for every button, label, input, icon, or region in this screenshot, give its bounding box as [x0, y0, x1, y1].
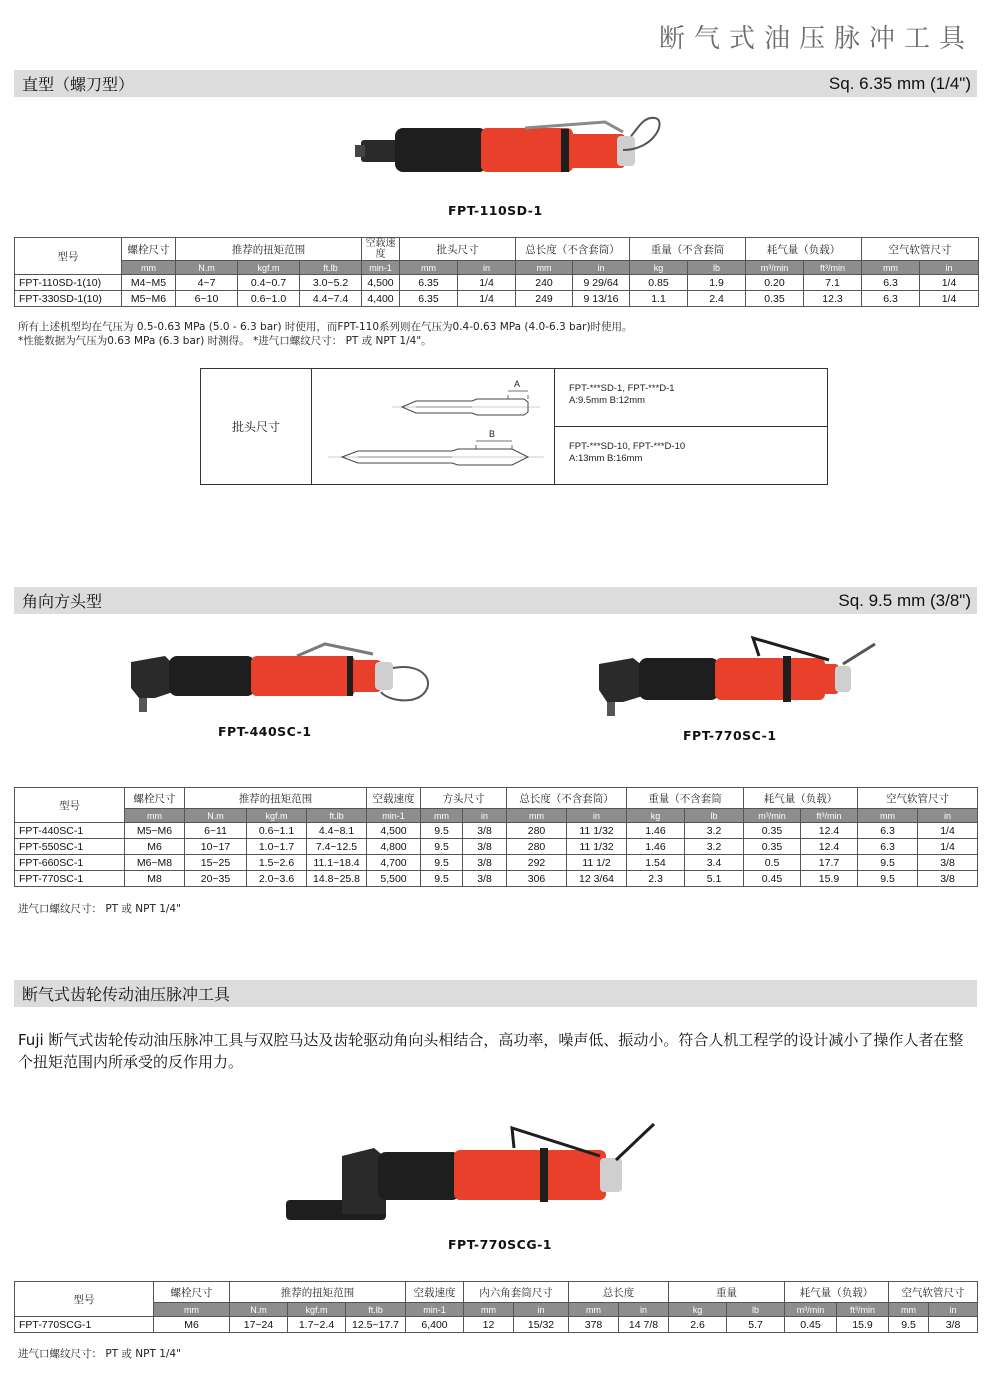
table-cell: 9.5 [858, 871, 918, 887]
units-row [15, 809, 978, 823]
units-row [15, 261, 979, 275]
unit-cell: mm [154, 1303, 230, 1317]
table-cell: 3/8 [463, 823, 507, 839]
bit-spec-column [555, 369, 827, 484]
table-cell: 3/8 [463, 839, 507, 855]
model-cell: FPT-770SCG-1 [15, 1317, 154, 1333]
header-hex-socket: 内六角套筒尺寸 [464, 1282, 569, 1303]
header-weight: 重量（不含套筒 [630, 238, 746, 261]
unit-cell: mm [507, 809, 567, 823]
section-title: 角向方头型 [22, 592, 103, 611]
table-cell: 15~25 [185, 855, 247, 871]
table-cell: 14.8~25.8 [307, 871, 367, 887]
bit-spec-bottom-models: FPT-***SD-10, FPT-***D-10 [569, 441, 686, 452]
section-header-angle [14, 587, 977, 614]
table-cell: 378 [569, 1317, 619, 1333]
table-cell: 0.6~1.0 [238, 291, 300, 307]
unit-cell: in [514, 1303, 569, 1317]
table-cell: 5.7 [727, 1317, 785, 1333]
dim-a-label: A [514, 379, 521, 389]
table-cell: 2.3 [627, 871, 685, 887]
table-cell: 15.9 [837, 1317, 889, 1333]
table-cell: 17.7 [801, 855, 858, 871]
table-cell: 9 29/64 [573, 275, 630, 291]
header-air: 耗气量（负载） [744, 788, 858, 809]
unit-cell: kg [627, 809, 685, 823]
table-cell: 0.35 [746, 291, 804, 307]
table-cell: 6~11 [185, 823, 247, 839]
bit-size-label: 批头尺寸 [201, 369, 312, 484]
spec-table-straight [14, 237, 979, 307]
table-cell: 1.7~2.4 [288, 1317, 346, 1333]
unit-cell: mm [464, 1303, 514, 1317]
table-cell: 3.0~5.2 [300, 275, 362, 291]
table-cell: 249 [516, 291, 573, 307]
table-cell: 4,700 [367, 855, 421, 871]
unit-cell: kgf.m [247, 809, 307, 823]
unit-cell: in [929, 1303, 978, 1317]
unit-cell: mm [400, 261, 458, 275]
table-cell: 9.5 [421, 839, 463, 855]
model-cell: FPT-660SC-1 [15, 855, 125, 871]
unit-cell: min-1 [367, 809, 421, 823]
table-cell: 5,500 [367, 871, 421, 887]
table-cell: 9 13/16 [573, 291, 630, 307]
table-cell: 6~10 [176, 291, 238, 307]
table-cell: 12 [464, 1317, 514, 1333]
section-header-straight [14, 70, 977, 97]
unit-cell: lb [727, 1303, 785, 1317]
table-cell: 0.20 [746, 275, 804, 291]
header-model: 型号 [15, 1282, 154, 1317]
gear-tool-image [282, 1118, 660, 1230]
table-cell: 292 [507, 855, 567, 871]
unit-cell: min-1 [406, 1303, 464, 1317]
table-cell: 3/8 [918, 855, 978, 871]
units-row [15, 1303, 978, 1317]
table-cell: 9.5 [858, 855, 918, 871]
table-cell: 0.4~0.7 [238, 275, 300, 291]
table-cell: 1/4 [918, 839, 978, 855]
unit-cell: mm [858, 809, 918, 823]
header-bit: 批头尺寸 [400, 238, 516, 261]
spec-table-angle [14, 787, 978, 887]
bit-spec-top [555, 369, 827, 427]
section-header-gear [14, 980, 977, 1007]
header-square: 方头尺寸 [421, 788, 507, 809]
table-cell: M6 [125, 839, 185, 855]
header-weight: 重量（不含套筒 [627, 788, 744, 809]
table-cell: M4~M5 [122, 275, 176, 291]
unit-cell: ft.lb [307, 809, 367, 823]
table-cell: 2.0~3.6 [247, 871, 307, 887]
bit-spec-bottom-dims: A:13mm B:16mm [569, 453, 643, 464]
table-cell: 20~35 [185, 871, 247, 887]
unit-cell: N.m [176, 261, 238, 275]
unit-cell: lb [685, 809, 744, 823]
table-cell: 9.5 [421, 871, 463, 887]
table-cell: 2.4 [688, 291, 746, 307]
note-pressure: 所有上述机型均在气压为 0.5-0.63 MPa (5.0 - 6.3 bar) 时使用，而FPT-110系列则在气压为0.4-0.63 MPa (4.0-6.3 bar)时使用。 [18, 321, 633, 333]
table-cell: 4,500 [367, 823, 421, 839]
model-cell: FPT-550SC-1 [15, 839, 125, 855]
table-cell: 5.1 [685, 871, 744, 887]
header-air: 耗气量（负载） [746, 238, 862, 261]
header-speed: 空载速度 [367, 788, 421, 809]
tool-label-fpt-770sc: FPT-770SC-1 [683, 728, 777, 743]
table-cell: 1.1 [630, 291, 688, 307]
table-cell: 3/8 [463, 871, 507, 887]
unit-cell: mm [569, 1303, 619, 1317]
header-air: 耗气量（负载） [785, 1282, 889, 1303]
table-cell: M6 [154, 1317, 230, 1333]
table-row [15, 823, 978, 839]
table-cell: 12.4 [801, 823, 858, 839]
unit-cell: m³/min [785, 1303, 837, 1317]
model-cell: FPT-440SC-1 [15, 823, 125, 839]
table-cell: 9.5 [889, 1317, 929, 1333]
table-cell: 280 [507, 823, 567, 839]
header-length: 总长度（不含套筒） [516, 238, 630, 261]
note-inlet-gear: 进气口螺纹尺寸： PT 或 NPT 1/4" [18, 1348, 181, 1360]
unit-cell: min-1 [362, 261, 400, 275]
note-performance: *性能数据为气压为0.63 MPa (6.3 bar) 时测得。 *进气口螺纹尺寸： PT 或 NPT 1/4"。 [18, 335, 432, 347]
unit-cell: in [918, 809, 978, 823]
table-cell: 0.35 [744, 839, 801, 855]
table-cell: 3/8 [918, 871, 978, 887]
table-cell: 306 [507, 871, 567, 887]
table-cell: M6~M8 [125, 855, 185, 871]
model-cell: FPT-770SC-1 [15, 871, 125, 887]
unit-cell: in [458, 261, 516, 275]
tool-label-fpt-440sc: FPT-440SC-1 [218, 724, 312, 739]
unit-cell: ft³/min [804, 261, 862, 275]
header-torque: 推荐的扭矩范围 [230, 1282, 406, 1303]
unit-cell: in [920, 261, 979, 275]
bit-diagram [312, 369, 555, 484]
table-cell: 15/32 [514, 1317, 569, 1333]
section-title: 直型（螺刀型） [22, 75, 135, 94]
table-cell: 6.35 [400, 291, 458, 307]
tool-label-fpt-770scg: FPT-770SCG-1 [448, 1237, 552, 1252]
table-row [15, 871, 978, 887]
bit-spec-bottom [555, 427, 827, 485]
table-cell: 1/4 [458, 291, 516, 307]
unit-cell: in [619, 1303, 669, 1317]
table-cell: 1/4 [918, 823, 978, 839]
unit-cell: in [573, 261, 630, 275]
header-torque: 推荐的扭矩范围 [185, 788, 367, 809]
unit-cell: mm [122, 261, 176, 275]
table-cell: 6.3 [862, 275, 920, 291]
header-bolt: 螺栓尺寸 [125, 788, 185, 809]
header-length: 总长度 [569, 1282, 669, 1303]
table-cell: 11 1/32 [567, 839, 627, 855]
straight-tool-image [355, 112, 670, 184]
table-cell: 1.54 [627, 855, 685, 871]
table-cell: 1.5~2.6 [247, 855, 307, 871]
table-cell: 15.9 [801, 871, 858, 887]
unit-cell: N.m [185, 809, 247, 823]
gear-tool-description: Fuji 断气式齿轮传动油压脉冲工具与双腔马达及齿轮驱动角向头相结合，高功率，噪声低、振动小。符合人机工程学的设计减小了操作人者在整个扭矩范围内所承受的反作用力。 [18, 1031, 964, 1071]
unit-cell: in [463, 809, 507, 823]
bit-spec-top-dims: A:9.5mm B:12mm [569, 395, 646, 406]
table-cell: 4.4~8.1 [307, 823, 367, 839]
table-cell: 3.2 [685, 839, 744, 855]
table-cell: M5~M6 [125, 823, 185, 839]
table-row [15, 1317, 978, 1333]
table-row [15, 275, 979, 291]
tool-label-fpt-110sd: FPT-110SD-1 [448, 203, 543, 218]
header-model: 型号 [15, 788, 125, 823]
table-cell: 3/8 [463, 855, 507, 871]
table-cell: 0.35 [744, 823, 801, 839]
table-cell: 3.4 [685, 855, 744, 871]
table-cell: 4,500 [362, 275, 400, 291]
unit-cell: ft.lb [300, 261, 362, 275]
unit-cell: ft³/min [801, 809, 858, 823]
table-row [15, 855, 978, 871]
unit-cell: kg [630, 261, 688, 275]
table-cell: M5~M6 [122, 291, 176, 307]
table-cell: 6.3 [862, 291, 920, 307]
table-cell: 0.45 [744, 871, 801, 887]
dim-b-label: B [489, 429, 496, 439]
table-cell: 240 [516, 275, 573, 291]
unit-cell: kg [669, 1303, 727, 1317]
table-cell: 9.5 [421, 823, 463, 839]
table-cell: 11.1~18.4 [307, 855, 367, 871]
unit-cell: mm [862, 261, 920, 275]
table-cell: 0.6~1.1 [247, 823, 307, 839]
table-cell: 12.3 [804, 291, 862, 307]
header-speed: 空载速度 [406, 1282, 464, 1303]
table-cell: 4.4~7.4 [300, 291, 362, 307]
bit-spec-top-models: FPT-***SD-1, FPT-***D-1 [569, 383, 675, 394]
header-length: 总长度（不含套筒） [507, 788, 627, 809]
section-title: 断气式齿轮传动油压脉冲工具 [22, 985, 231, 1004]
table-cell: 11 1/32 [567, 823, 627, 839]
table-cell: M8 [125, 871, 185, 887]
table-cell: 4,400 [362, 291, 400, 307]
bit-size-box [200, 368, 828, 485]
header-hose: 空气软管尺寸 [858, 788, 978, 809]
table-cell: 3/8 [929, 1317, 978, 1333]
table-cell: 4~7 [176, 275, 238, 291]
table-cell: 17~24 [230, 1317, 288, 1333]
unit-cell: N.m [230, 1303, 288, 1317]
header-weight: 重量 [669, 1282, 785, 1303]
section-spec: Sq. 9.5 mm (3/8") [838, 590, 971, 610]
table-cell: 7.4~12.5 [307, 839, 367, 855]
table-cell: 7.1 [804, 275, 862, 291]
table-cell: 6.3 [858, 823, 918, 839]
unit-cell: mm [889, 1303, 929, 1317]
table-cell: 2.6 [669, 1317, 727, 1333]
unit-cell: mm [125, 809, 185, 823]
table-cell: 12.4 [801, 839, 858, 855]
table-cell: 1.46 [627, 823, 685, 839]
table-cell: 6.3 [858, 839, 918, 855]
table-cell: 9.5 [421, 855, 463, 871]
table-cell: 10~17 [185, 839, 247, 855]
table-cell: 0.85 [630, 275, 688, 291]
spec-table-gear [14, 1281, 978, 1333]
table-cell: 1/4 [920, 291, 979, 307]
table-cell: 6.35 [400, 275, 458, 291]
header-bolt: 螺栓尺寸 [154, 1282, 230, 1303]
unit-cell: lb [688, 261, 746, 275]
unit-cell: in [567, 809, 627, 823]
section-spec: Sq. 6.35 mm (1/4") [828, 73, 971, 93]
note-inlet-angle: 进气口螺纹尺寸： PT 或 NPT 1/4" [18, 903, 181, 915]
table-cell: 4,800 [367, 839, 421, 855]
table-row [15, 839, 978, 855]
table-cell: 1.0~1.7 [247, 839, 307, 855]
model-cell: FPT-330SD-1(10) [15, 291, 122, 307]
unit-cell: kgf.m [238, 261, 300, 275]
header-hose: 空气软管尺寸 [889, 1282, 978, 1303]
unit-cell: kgf.m [288, 1303, 346, 1317]
model-cell: FPT-110SD-1(10) [15, 275, 122, 291]
table-cell: 1.46 [627, 839, 685, 855]
page-title: 断气式油压脉冲工具 [658, 24, 974, 54]
unit-cell: mm [516, 261, 573, 275]
unit-cell: mm [421, 809, 463, 823]
header-speed: 空载速度 [362, 238, 400, 261]
header-torque: 推荐的扭矩范围 [176, 238, 362, 261]
unit-cell: ft.lb [346, 1303, 406, 1317]
table-cell: 280 [507, 839, 567, 855]
table-cell: 14 7/8 [619, 1317, 669, 1333]
unit-cell: m³/min [744, 809, 801, 823]
bit-drawing [312, 369, 555, 484]
angle-tool-770-image [593, 634, 881, 720]
table-cell: 6,400 [406, 1317, 464, 1333]
table-cell: 11 1/2 [567, 855, 627, 871]
unit-cell: m³/min [746, 261, 804, 275]
table-cell: 1/4 [458, 275, 516, 291]
table-cell: 0.5 [744, 855, 801, 871]
table-cell: 0.45 [785, 1317, 837, 1333]
header-hose: 空气软管尺寸 [862, 238, 979, 261]
table-row [15, 291, 979, 307]
header-model: 型号 [15, 238, 122, 275]
unit-cell: ft³/min [837, 1303, 889, 1317]
table-cell: 12 3/64 [567, 871, 627, 887]
header-bolt: 螺栓尺寸 [122, 238, 176, 261]
table-cell: 1/4 [920, 275, 979, 291]
table-cell: 3.2 [685, 823, 744, 839]
table-cell: 12.5~17.7 [346, 1317, 406, 1333]
angle-tool-440-image [125, 640, 437, 716]
table-cell: 1.9 [688, 275, 746, 291]
